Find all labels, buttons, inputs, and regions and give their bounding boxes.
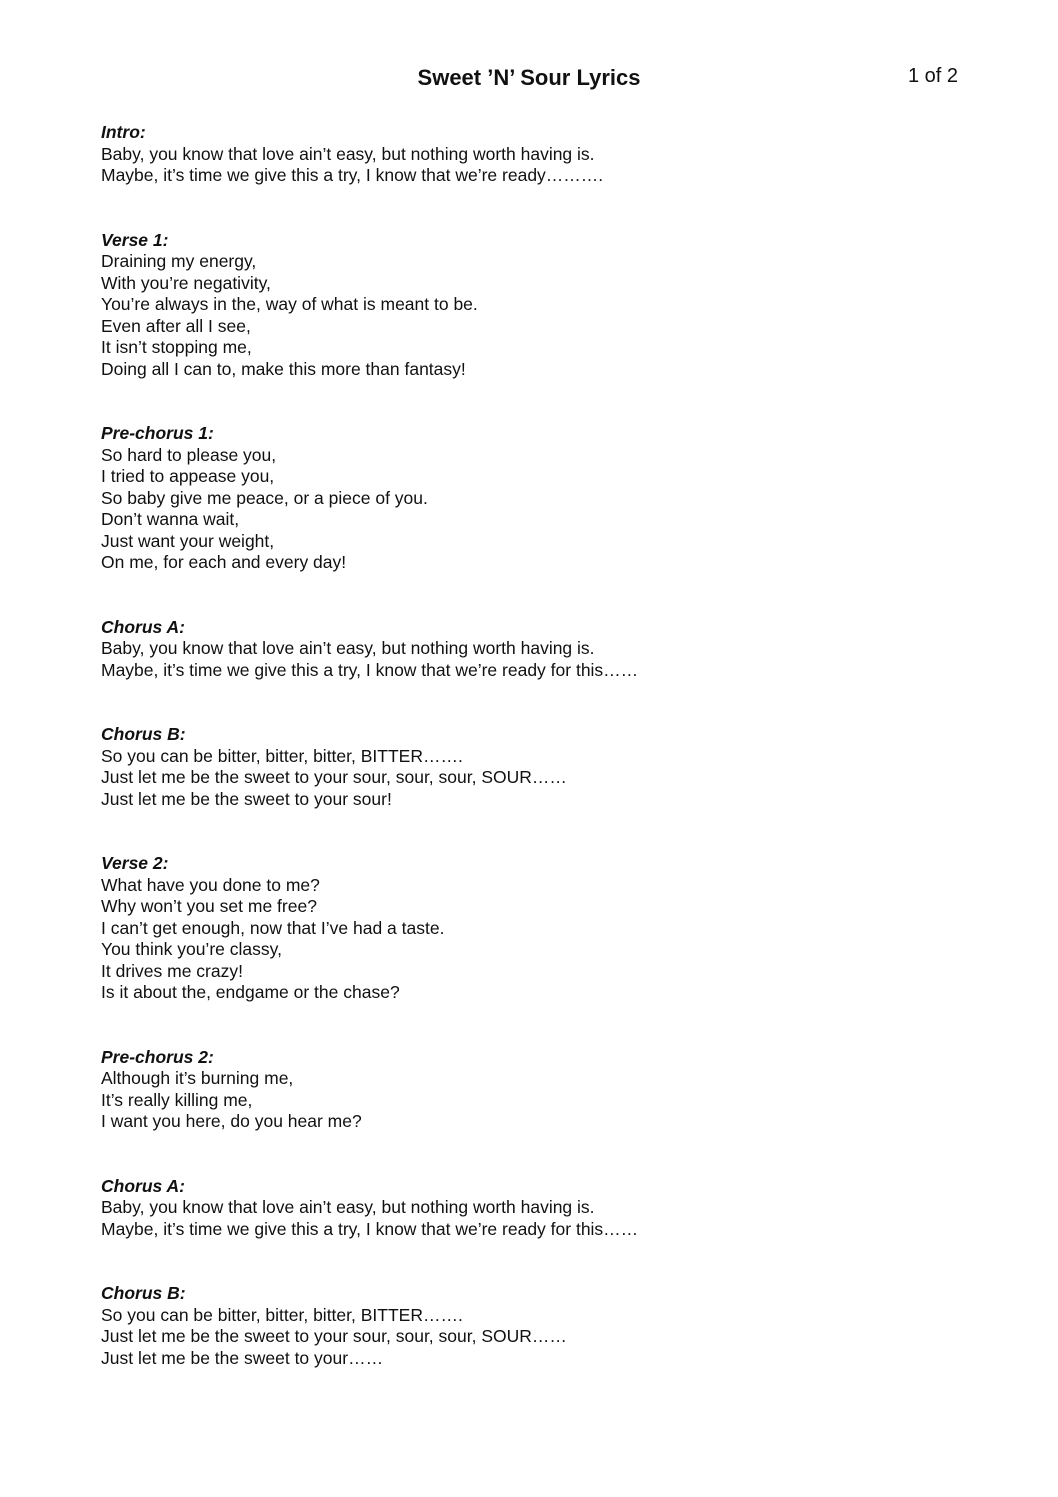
lyric-line: So baby give me peace, or a piece of you. bbox=[101, 487, 428, 508]
lyric-line: What have you done to me? bbox=[101, 874, 320, 895]
page-number: 1 of 2 bbox=[907, 65, 958, 87]
lyric-section bbox=[101, 853, 961, 1004]
lyric-line: So you can be bitter, bitter, bitter, BITTER……. bbox=[101, 1304, 463, 1325]
lyric-section bbox=[101, 1283, 961, 1369]
section-heading: Verse 2: bbox=[101, 853, 169, 873]
lyric-line: On me, for each and every day! bbox=[101, 552, 347, 572]
lyric-line: Although it’s burning me, bbox=[101, 1068, 294, 1088]
lyric-section bbox=[101, 423, 961, 574]
lyric-line: So you can be bitter, bitter, bitter, BITTER……. bbox=[101, 745, 463, 766]
lyric-section bbox=[101, 1047, 961, 1133]
lyric-line: Just want your weight, bbox=[101, 530, 275, 551]
section-heading: Pre-chorus 2: bbox=[101, 1046, 214, 1067]
lyric-line: You think you’re classy, bbox=[101, 939, 282, 959]
lyric-line: Maybe, it’s time we give this a try, I know that we’re ready for this…… bbox=[101, 659, 639, 680]
lyric-line: Baby, you know that love ain’t easy, but nothing worth having is. bbox=[101, 1197, 595, 1217]
lyric-line: Maybe, it’s time we give this a try, I know that we’re ready for this…… bbox=[101, 1218, 639, 1239]
section-heading: Chorus B: bbox=[101, 724, 186, 744]
lyric-line: Even after all I see, bbox=[101, 315, 251, 336]
section-heading: Chorus A: bbox=[101, 616, 185, 637]
page-title: Sweet ’N’ Sour Lyrics bbox=[417, 65, 641, 90]
lyric-line: It drives me crazy! bbox=[101, 960, 243, 981]
lyric-line: It’s really killing me, bbox=[101, 1089, 253, 1110]
lyric-line: I want you here, do you hear me? bbox=[101, 1111, 362, 1131]
lyric-line: Baby, you know that love ain’t easy, but nothing worth having is. bbox=[101, 638, 595, 658]
section-heading: Pre-chorus 1: bbox=[101, 423, 214, 443]
lyric-line: With you’re negativity, bbox=[101, 272, 271, 293]
lyric-line: Is it about the, endgame or the chase? bbox=[101, 982, 400, 1002]
lyric-line: I can’t get enough, now that I’ve had a taste. bbox=[101, 917, 445, 938]
lyric-line: So hard to please you, bbox=[101, 444, 277, 465]
lyric-line: Just let me be the sweet to your…… bbox=[101, 1347, 384, 1368]
lyric-line: Just let me be the sweet to your sour, sour, sour, SOUR…… bbox=[101, 767, 567, 787]
section-heading: Chorus B: bbox=[101, 1283, 186, 1303]
lyric-line: Draining my energy, bbox=[101, 251, 257, 271]
lyric-line: It isn’t stopping me, bbox=[101, 337, 252, 357]
lyric-section bbox=[101, 724, 961, 810]
lyric-line: Just let me be the sweet to your sour! bbox=[101, 788, 392, 809]
lyric-line: Why won’t you set me free? bbox=[101, 896, 317, 916]
section-heading: Intro: bbox=[101, 122, 146, 142]
section-heading: Verse 1: bbox=[101, 229, 169, 250]
lyric-section bbox=[101, 617, 961, 682]
lyric-line: Doing all I can to, make this more than fantasy! bbox=[101, 358, 466, 379]
lyrics-body bbox=[101, 122, 961, 1412]
lyric-line: Don’t wanna wait, bbox=[101, 509, 240, 529]
lyric-line: Just let me be the sweet to your sour, sour, sour, SOUR…… bbox=[101, 1326, 567, 1346]
lyric-line: Baby, you know that love ain’t easy, but nothing worth having is. bbox=[101, 143, 595, 164]
lyric-section bbox=[101, 122, 961, 187]
lyric-line: You’re always in the, way of what is meant to be. bbox=[101, 294, 478, 314]
section-heading: Chorus A: bbox=[101, 1175, 185, 1196]
lyric-section bbox=[101, 230, 961, 381]
lyric-section bbox=[101, 1176, 961, 1241]
lyric-line: I tried to appease you, bbox=[101, 466, 275, 486]
lyric-line: Maybe, it’s time we give this a try, I know that we’re ready………. bbox=[101, 165, 604, 185]
